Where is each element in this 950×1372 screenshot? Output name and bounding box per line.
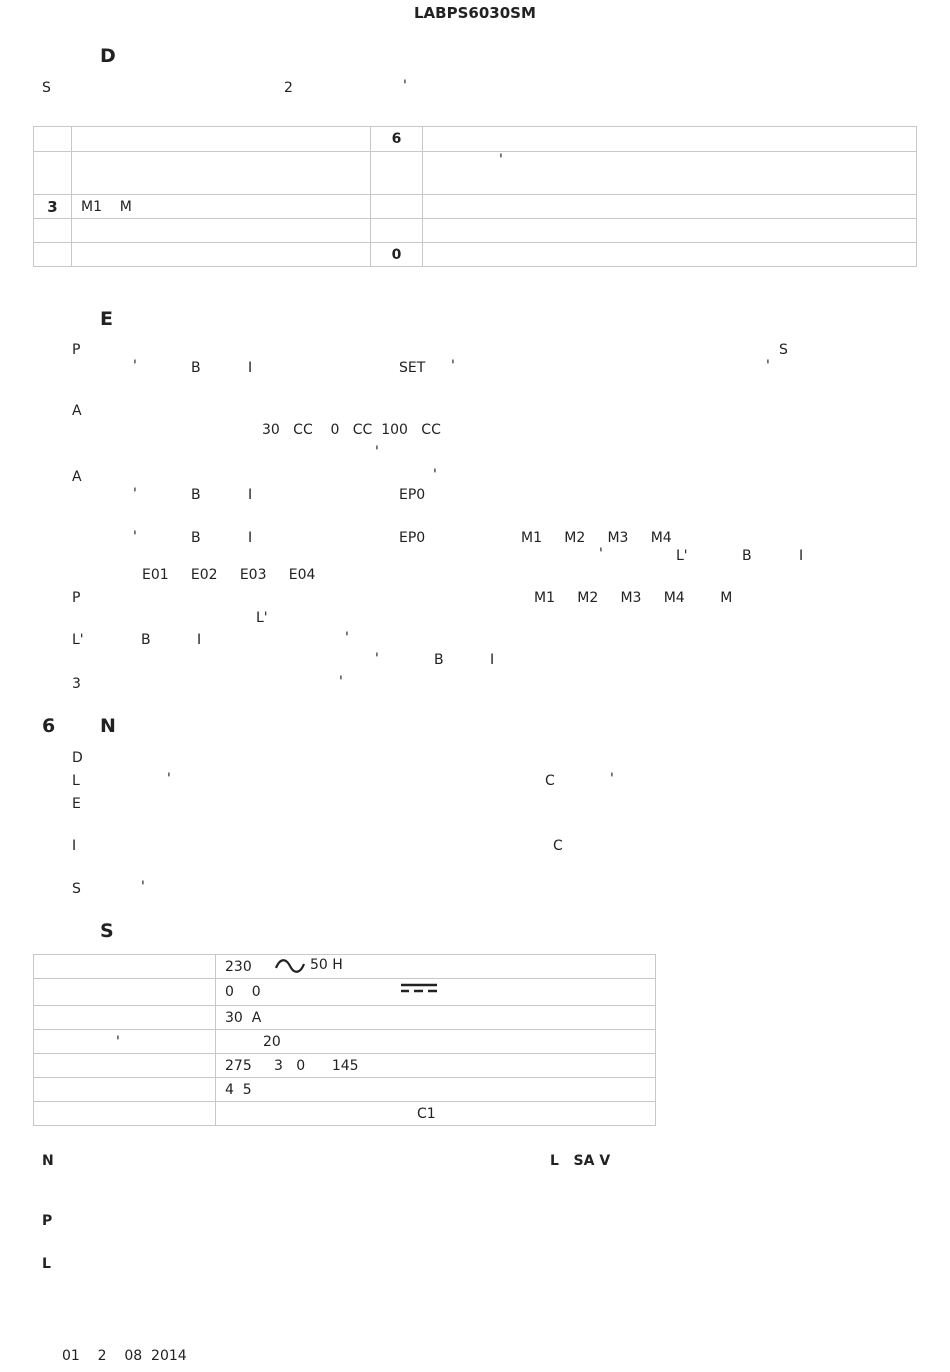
section-e-text: B — [434, 652, 444, 668]
table-row — [34, 955, 656, 979]
table-cell — [34, 243, 72, 267]
section-e-text: ' — [133, 486, 137, 502]
section-e-text: L' — [256, 610, 268, 626]
table-cell — [72, 127, 371, 152]
table-row — [34, 1102, 656, 1126]
section-e-text: ' — [339, 674, 343, 690]
spec-value-text: 0 0 — [225, 984, 261, 1000]
section-e-text: ' — [451, 358, 455, 374]
section-e-text: M1 M2 M3 M4 — [521, 530, 672, 546]
section-e-text: P — [72, 342, 81, 358]
section-e-text: ' — [345, 630, 349, 646]
section-e-text: ' — [133, 358, 137, 374]
section-e-text: 30 CC 0 CC 100 CC — [262, 422, 441, 438]
spec-value: 275 3 0 145 — [216, 1054, 656, 1078]
page-title: LABPS6030SM — [414, 4, 536, 22]
section-number: 6 — [42, 715, 56, 737]
spec-value: 30 A — [216, 1006, 656, 1030]
table-cell: 3 — [34, 195, 72, 219]
notes-text: ' — [141, 879, 145, 895]
table-cell — [423, 127, 917, 152]
section-e-text: I — [248, 530, 253, 546]
spec-label — [34, 955, 216, 979]
table-cell — [371, 152, 423, 195]
table-cell: 0 — [371, 243, 423, 267]
section-e-text: M1 M2 M3 M4 M — [534, 590, 733, 606]
section-e-text: ' — [375, 651, 379, 667]
footer-note: L — [42, 1256, 51, 1272]
table-cell — [423, 195, 917, 219]
section-e-text: 3 — [72, 676, 81, 692]
table-row — [34, 1054, 656, 1078]
spec-label — [34, 1054, 216, 1078]
section-e-text: B — [191, 487, 201, 503]
section-e-text: P — [72, 590, 81, 606]
footer-note: N — [42, 1153, 54, 1169]
section-e-text: I — [197, 632, 202, 648]
specs-table — [33, 954, 656, 1126]
section-e-text: A — [72, 403, 82, 419]
section-e-text: ' — [133, 529, 137, 545]
table-cell — [72, 243, 371, 267]
notes-text: C — [553, 838, 563, 854]
section-heading-s: S — [100, 920, 114, 942]
spec-value — [216, 955, 656, 979]
table-cell — [423, 243, 917, 267]
spec-value-text: 230 — [225, 958, 252, 975]
section-e-text: I — [248, 360, 253, 376]
section-e-text: A — [72, 469, 82, 485]
section-e-text: L' — [676, 548, 688, 564]
section-e-text: L' — [72, 632, 84, 648]
section-heading-n: N — [100, 715, 116, 737]
spec-label — [34, 979, 216, 1006]
notes-text: L — [72, 773, 80, 789]
spec-value: C1 — [216, 1102, 656, 1126]
spec-value-text: 50 H — [310, 957, 343, 973]
table-row — [34, 243, 917, 267]
table-cell — [423, 219, 917, 243]
section-e-text: ' — [375, 444, 379, 460]
ac-wave-icon — [274, 956, 306, 980]
section-e-text: S — [779, 342, 788, 358]
notes-text: E — [72, 796, 81, 812]
spec-value: 4 5 — [216, 1078, 656, 1102]
footer-brand: L SA V — [550, 1153, 611, 1169]
section-heading-d: D — [100, 45, 116, 67]
function-table — [33, 126, 917, 267]
table-row — [34, 1078, 656, 1102]
notes-text: C — [545, 773, 555, 789]
section-e-text: B — [141, 632, 151, 648]
section-heading-e: E — [100, 308, 113, 330]
spec-label — [34, 1078, 216, 1102]
table-cell: 6 — [371, 127, 423, 152]
notes-text: D — [72, 750, 83, 766]
section-e-text: ' — [433, 467, 437, 483]
table-cell — [72, 152, 371, 195]
dc-symbol-icon — [400, 981, 438, 999]
footer-date: 01 2 08 2014 — [62, 1348, 187, 1364]
notes-text: I — [72, 838, 77, 854]
section-e-text: ' — [766, 358, 770, 374]
table-row — [34, 195, 917, 219]
section-e-text: EP0 — [399, 530, 426, 546]
section-d-text: S — [42, 80, 51, 96]
table-cell — [34, 127, 72, 152]
spec-label: ' — [34, 1030, 216, 1054]
table-cell — [34, 152, 72, 195]
table-row — [34, 1006, 656, 1030]
section-d-text: ' — [403, 78, 407, 94]
section-e-text: B — [742, 548, 752, 564]
table-row — [34, 979, 656, 1006]
section-e-text: I — [799, 548, 804, 564]
table-row — [34, 219, 917, 243]
section-e-text: B — [191, 360, 201, 376]
table-row — [34, 152, 917, 195]
table-row — [34, 127, 917, 152]
section-d-text: 2 — [284, 80, 293, 96]
section-e-text: I — [248, 487, 253, 503]
table-cell — [34, 219, 72, 243]
table-cell: M1 M — [72, 195, 371, 219]
table-cell — [371, 195, 423, 219]
table-cell — [72, 219, 371, 243]
spec-label — [34, 1006, 216, 1030]
section-e-text: I — [490, 652, 495, 668]
table-cell — [371, 219, 423, 243]
section-e-text: EP0 — [399, 487, 426, 503]
section-e-text: B — [191, 530, 201, 546]
spec-value: 20 — [216, 1030, 656, 1054]
spec-value — [216, 979, 656, 1006]
section-e-text: E01 E02 E03 E04 — [142, 567, 316, 583]
table-row — [34, 1030, 656, 1054]
section-e-text: SET — [399, 360, 426, 376]
table-cell: ' — [423, 152, 917, 195]
spec-label — [34, 1102, 216, 1126]
section-e-text: ' — [599, 546, 603, 562]
notes-text: ' — [167, 771, 171, 787]
notes-text: S — [72, 881, 81, 897]
notes-text: ' — [610, 771, 614, 787]
footer-note: P — [42, 1213, 53, 1229]
